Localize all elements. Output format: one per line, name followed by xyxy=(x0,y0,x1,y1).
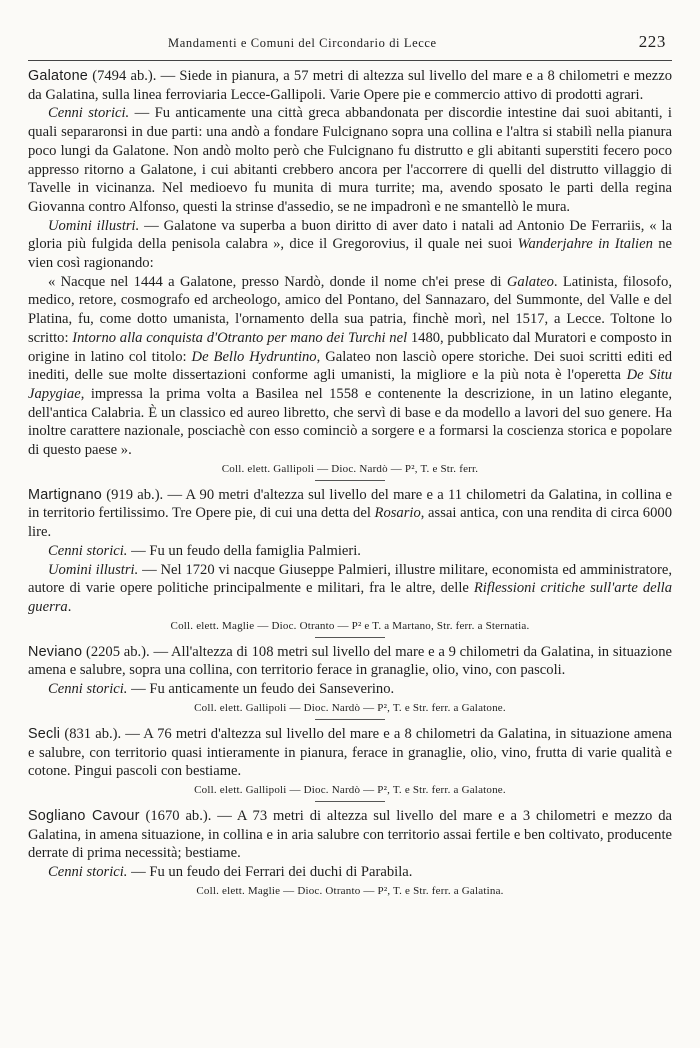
entry-name: Neviano xyxy=(28,643,83,660)
section-label: Cenni storici. xyxy=(48,681,128,698)
entry-name: Secli xyxy=(28,725,61,742)
collegio-line: Coll. elett. Gallipoli — Dioc. Nardò — P², T. e Str. ferr. a Galatone. xyxy=(194,783,506,796)
galatone-storici: Cenni storici. — Fu anticamente una città greca abbandonata per discordie intestine dai suoi abitanti, i quali separaronsi in due parti: una andò a fondare Fulcignano sopra una collina e l'altra si stabilì nella pianura poco lungi da Galatone. Non andò molto però che Fulcignano fu distrutto e gli abitanti superstiti fecero poco appresso ritorno a Galatone, i cui abitanti crebbero ancora per l'accorrere di quelli del distrutto villaggio di Tavelle in vicinanza. Nel medioevo fu munita di mura turrite; ma, avendo sposato le parti della regina Giovanna contro Alfonso, questi la strinse d'assedio, se ne impadronì e ne smantellò le mura. xyxy=(28,105,672,215)
page-number: 223 xyxy=(638,32,666,51)
entry-name: Sogliano Cavour xyxy=(28,807,140,824)
collegio-line: Coll. elett. Gallipoli — Dioc. Nardò — P², T. e Str. ferr. xyxy=(221,462,479,475)
collegio-line: Coll. elett. Maglie — Dioc. Otranto — P², T. e Str. ferr. a Galatina. xyxy=(196,884,504,897)
collegio-line: Coll. elett. Gallipoli — Dioc. Nardò — P², T. e Str. ferr. a Galatone. xyxy=(194,701,506,714)
collegio-line: Coll. elett. Maglie — Dioc. Otranto — P² e T. a Martano, Str. ferr. a Sternatia. xyxy=(170,619,530,632)
section-label: Uomini illustri. xyxy=(48,561,139,578)
book-title: Riflessioni critiche sull'arte della guerra xyxy=(28,580,672,615)
secli-intro: Secli (831 ab.). — A 76 metri d'altezza sul livello del mare e a 8 chilometri da Galatina, in situazione amena e salubre, con territorio quasi intieramente in pianura, ferace in granaglie, olio, vino, frutta di varie qualità e cotone. Pingui pascoli con bestiame. xyxy=(28,725,672,780)
martignano-intro: Martignano (919 ab.). — A 90 metri d'altezza sul livello del mare e a 11 chilometri da Galatina, in collina e in territorio fertilissimo. Tre Opere pie, di cui una detta del Rosario, assai antica, con una rendita di circa 6000 lire. xyxy=(28,486,672,541)
galatone-quote: « Nacque nel 1444 a Galatone, presso Nardò, donde il nome ch'ei prese di Galateo. Latinista, filosofo, medico, retore, cosmografo ed archeologo, amico del Pontano, del Sannazaro, del Summonte, del Valle e del Platina, fu, come dotto umanista, l'ornamento della sua patria, finchè morì, nel 1517, a Lecce. Toltone lo scritto: Intorno alla conquista d'Otranto per mano dei Turchi nel 1480, pubblicato dal Muratori e composto in origine in latino col titolo: De Bello Hydruntino, Galateo non lasciò opere storiche. Dei suoi scritti editi ed inediti, delle sue molte dissertazioni conforme agli umanisti, la migliore e la più nota è l'operetta De Situ Japygiae, impressa la prima volta a Basilea nel 1558 e contenente la descrizione, in un latino elegante, dell'antica Calabria. È un classico ed aureo libretto, che servì di base e da modello a lavori del suo genere. Ha inoltre carattere nazionale, posciachè con esso cominciò a sorgere e a formarsi la coscienza storica e popolare di questo paese ». xyxy=(28,273,672,459)
martignano-storici: Cenni storici. — Fu un feudo della famiglia Palmieri. xyxy=(48,542,361,559)
entry-divider xyxy=(315,801,385,802)
running-header xyxy=(28,30,672,52)
header-rule xyxy=(28,60,672,61)
entry-secli xyxy=(28,725,672,798)
entry-divider xyxy=(315,480,385,481)
section-label: Cenni storici. xyxy=(48,864,128,881)
entry-divider xyxy=(315,637,385,638)
entry-divider xyxy=(315,719,385,720)
neviano-intro: Neviano (2205 ab.). — All'altezza di 108 metri sul livello del mare e a 9 chilometri da Galatina, in situazione amena e salubre, sopra una collina, con territorio ferace in granaglie, olio, vino, con pascoli. xyxy=(28,643,672,679)
book-title: Wanderjahre in Italien xyxy=(517,236,653,253)
section-label: Cenni storici. xyxy=(48,105,130,122)
neviano-storici: Cenni storici. — Fu anticamente un feudo dei Sanseverino. xyxy=(48,681,395,698)
entry-galatone xyxy=(28,67,672,477)
sogliano-intro: Sogliano Cavour (1670 ab.). — A 73 metri di altezza sul livello del mare e a 3 chilometri e mezzo da Galatina, in amena situazione, in collina e in aria salubre con territorio assai fertile e ben coltivato, producente derrate di prima necessità; bestiame. xyxy=(28,807,673,862)
entry-name: Galatone xyxy=(28,68,89,84)
running-title: Mandamenti e Comuni del Circondario di Lecce xyxy=(168,36,437,50)
body-text xyxy=(28,67,672,899)
entry-sogliano xyxy=(28,807,672,899)
entry-neviano xyxy=(28,643,672,716)
galatone-illustri: Uomini illustri. — Galatone va superba a buon diritto di aver dato i natali ad Antonio De Ferrariis, « la gloria più fulgida della penisola calabra », dice il Gregorovius, il quale nei suoi Wanderjahre in Italien ne vien così ragionando: xyxy=(28,217,672,272)
galatone-intro: Galatone (7494 ab.). — Siede in pianura, a 57 metri di altezza sul livello del mare e a 8 chilometri e mezzo da Galatina, sulla linea ferroviaria Lecce-Gallipoli. Varie Opere pie e commercio attivo di prodotti agrari. xyxy=(28,68,672,103)
page xyxy=(28,30,672,899)
martignano-illustri: Uomini illustri. — Nel 1720 vi nacque Giuseppe Palmieri, illustre militare, economista ed amministratore, autore di varie opere politiche principalmente e militari, fra le altre, delle Riflessioni critiche sull'arte della guerra. xyxy=(28,561,672,615)
sogliano-storici: Cenni storici. — Fu un feudo dei Ferrari dei duchi di Parabila. xyxy=(48,864,413,881)
entry-name: Martignano xyxy=(28,486,102,503)
section-label: Cenni storici. xyxy=(48,542,128,559)
section-label: Uomini illustri. xyxy=(48,217,140,234)
entry-martignano xyxy=(28,486,672,634)
